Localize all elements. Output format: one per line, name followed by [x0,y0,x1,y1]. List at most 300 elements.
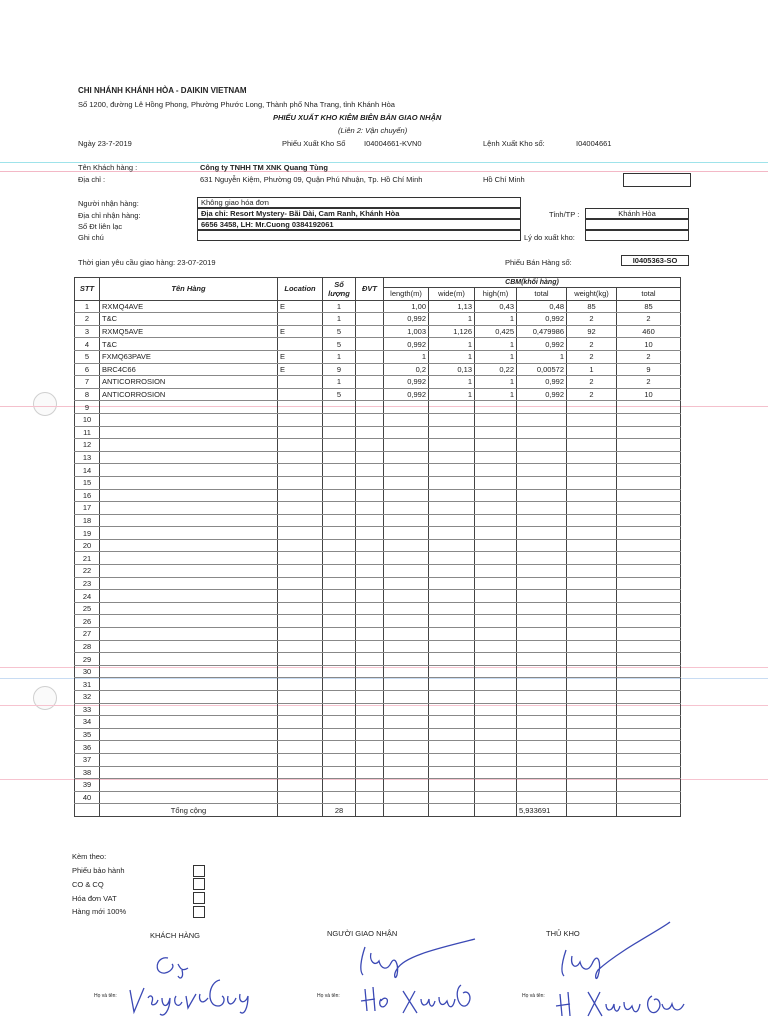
cell-qty: 1 [323,300,356,313]
cell-weight [567,439,617,452]
table-row [75,678,681,691]
cell-qty [323,527,356,540]
cell-weight [567,653,617,666]
cell-total-weight [617,628,681,641]
cell-qty [323,476,356,489]
cell-unit [356,753,384,766]
cell-unit [356,565,384,578]
deliverer-signature-title: NGƯỜI GIAO NHẬN [327,929,398,938]
cell-wide: 1 [429,376,475,389]
cell-stt: 1 [75,300,100,313]
cell-length: 1 [384,350,429,363]
col-header-stt: STT [75,278,100,301]
cell-name [100,502,278,515]
cell-total-weight [617,691,681,704]
name-label: Họ và tên: [94,993,117,999]
cell-high [475,602,517,615]
cell-qty [323,401,356,414]
cell-total: 0,992 [517,388,567,401]
table-row [75,539,681,552]
cell-qty [323,552,356,565]
cell-location [278,439,323,452]
table-row [75,388,681,401]
customer-province: Hồ Chí Minh [483,175,525,184]
cell-wide [429,716,475,729]
cell-name [100,552,278,565]
cell-name: RXMQ4AVE [100,300,278,313]
col-header-wide: wide(m) [429,288,475,301]
storekeeper-signature-title: THỦ KHO [546,929,580,938]
cell-qty [323,502,356,515]
cell-total-weight [617,577,681,590]
cell-wide [429,766,475,779]
cell-high [475,539,517,552]
table-row [75,451,681,464]
company-name: CHI NHÁNH KHÁNH HÒA - DAIKIN VIETNAM [78,86,247,95]
cell-weight: 2 [567,350,617,363]
cell-stt: 29 [75,653,100,666]
name-label: Họ và tên: [522,993,545,999]
cell-name [100,653,278,666]
cell-qty [323,791,356,804]
cell-name [100,615,278,628]
cell-unit [356,577,384,590]
cell-unit [356,426,384,439]
cell-total [517,716,567,729]
cell-total-weight [617,439,681,452]
cell-location [278,691,323,704]
cell-location [278,413,323,426]
cell-length [384,464,429,477]
cell-total [517,413,567,426]
receiver-province-value: Khánh Hòa [618,209,656,218]
cell-weight [567,615,617,628]
delivery-time: Thời gian yêu cầu giao hàng: 23-07-2019 [78,258,216,267]
col-header-name: Tên Hàng [100,278,278,301]
table-row [75,338,681,351]
blank-box [623,173,691,187]
cell-unit [356,628,384,641]
cell-stt: 7 [75,376,100,389]
cell-weight [567,590,617,603]
cell-stt: 39 [75,779,100,792]
cell-location: E [278,300,323,313]
table-row [75,502,681,515]
cell-length [384,565,429,578]
cell-weight [567,502,617,515]
cell-wide [429,753,475,766]
cell-location [278,527,323,540]
cell-length [384,753,429,766]
cell-location [278,464,323,477]
cell-weight: 2 [567,388,617,401]
cell-stt: 21 [75,552,100,565]
cell-wide [429,703,475,716]
cell-weight [567,640,617,653]
cell-unit [356,502,384,515]
customer-name: Công ty TNHH TM XNK Quang Tùng [200,163,328,172]
cell-high [475,502,517,515]
document-title: PHIẾU XUẤT KHO KIÊM BIÊN BẢN GIAO NHẬN [273,113,442,122]
cell-high [475,476,517,489]
cell-wide [429,476,475,489]
cell-total-weight [617,539,681,552]
cell-qty: 1 [323,313,356,326]
cell-unit [356,313,384,326]
cell-name: T&C [100,338,278,351]
cell-weight [567,804,617,817]
cell-stt: 34 [75,716,100,729]
cell-qty: 5 [323,338,356,351]
cell-weight: 92 [567,325,617,338]
cell-length [384,439,429,452]
cell-length [384,502,429,515]
cell-location [278,653,323,666]
cell-wide: 0,13 [429,363,475,376]
cell-total [517,552,567,565]
cell-length: 0,992 [384,376,429,389]
cell-name [100,602,278,615]
cell-location [278,791,323,804]
cell-total-weight [617,804,681,817]
storekeeper-signature [540,920,700,1020]
cell-length: 1,00 [384,300,429,313]
table-row [75,653,681,666]
cell-unit [356,552,384,565]
cell-name [100,489,278,502]
cell-high [475,514,517,527]
cell-unit [356,464,384,477]
cell-unit [356,539,384,552]
cell-unit [356,489,384,502]
table-row [75,779,681,792]
cell-weight [567,527,617,540]
receiver-label: Người nhận hàng: [78,199,139,208]
cell-location [278,577,323,590]
cell-total-weight [617,514,681,527]
vat-invoice-checkbox[interactable] [193,892,205,904]
cell-total [517,476,567,489]
cell-name [100,527,278,540]
cell-unit [356,590,384,603]
cell-length [384,804,429,817]
cell-stt: 27 [75,628,100,641]
cell-location [278,628,323,641]
cell-weight: 2 [567,313,617,326]
cell-unit [356,300,384,313]
table-row [75,527,681,540]
cell-length [384,766,429,779]
cell-qty [323,602,356,615]
cell-stt: 6 [75,363,100,376]
cell-location [278,565,323,578]
cell-total [517,401,567,414]
cell-wide: 1 [429,338,475,351]
cell-total-weight [617,653,681,666]
table-row [75,439,681,452]
customer-signature-title: KHÁCH HÀNG [150,931,201,940]
col-header-length: length(m) [384,288,429,301]
cell-total-weight [617,502,681,515]
cell-length [384,552,429,565]
cell-total [517,489,567,502]
cell-total [517,741,567,754]
cell-total [517,678,567,691]
cell-total-weight [617,678,681,691]
cell-total [517,439,567,452]
cell-stt: 22 [75,565,100,578]
cell-total [517,766,567,779]
cell-wide [429,804,475,817]
cell-name [100,716,278,729]
cell-total [517,602,567,615]
cell-high [475,527,517,540]
cell-weight [567,451,617,464]
cell-length [384,615,429,628]
cell-high [475,791,517,804]
cell-unit [356,703,384,716]
customer-address: 631 Nguyễn Kiệm, Phường 09, Quận Phú Nhuận, Tp. Hồ Chí Minh [200,175,423,184]
cell-high [475,753,517,766]
cell-total [517,502,567,515]
cell-total-weight: 460 [617,325,681,338]
reason-value [585,230,689,241]
cell-high [475,489,517,502]
cell-length: 0,992 [384,338,429,351]
cell-location [278,804,323,817]
cell-total-weight: 10 [617,388,681,401]
cell-location [278,502,323,515]
cell-total [517,464,567,477]
cell-length [384,628,429,641]
cell-qty [323,703,356,716]
cell-high: 1 [475,338,517,351]
cell-unit [356,804,384,817]
cell-total-weight: 2 [617,376,681,389]
cell-wide [429,728,475,741]
cell-name: FXMQ63PAVE [100,350,278,363]
cell-unit [356,476,384,489]
cell-qty: 5 [323,388,356,401]
cell-total [517,514,567,527]
cell-stt: 37 [75,753,100,766]
cell-qty [323,779,356,792]
col-header-qty: Số lượng [323,278,356,301]
cell-length [384,527,429,540]
cell-length [384,451,429,464]
cell-wide: 1,126 [429,325,475,338]
cell-stt: 25 [75,602,100,615]
cell-weight [567,691,617,704]
cell-high [475,628,517,641]
table-row [75,691,681,704]
cell-wide [429,615,475,628]
cell-total: 0,992 [517,313,567,326]
cell-stt: 30 [75,665,100,678]
warranty-checkbox[interactable] [193,865,205,877]
cell-name [100,791,278,804]
table-row [75,325,681,338]
cell-stt: 11 [75,426,100,439]
cell-weight [567,476,617,489]
cell-high [475,804,517,817]
cell-unit [356,325,384,338]
cell-total [517,653,567,666]
cell-total [517,753,567,766]
cell-wide [429,779,475,792]
cell-weight [567,565,617,578]
cell-name [100,464,278,477]
cell-stt: 10 [75,413,100,426]
cell-high [475,451,517,464]
cell-unit [356,350,384,363]
cell-location [278,388,323,401]
cell-location [278,539,323,552]
receiver-province [585,208,689,219]
co-cq-checkbox[interactable] [193,878,205,890]
cell-wide [429,678,475,691]
cell-qty [323,716,356,729]
cell-name [100,678,278,691]
cell-wide [429,552,475,565]
cell-unit [356,766,384,779]
table-row [75,300,681,313]
attachment-item: Hàng mới 100% [72,907,127,916]
cell-qty [323,590,356,603]
blank-box [585,219,689,230]
cell-qty [323,413,356,426]
cell-high [475,464,517,477]
cell-qty [323,753,356,766]
total-row [75,804,681,817]
cell-length [384,728,429,741]
cell-wide [429,451,475,464]
name-label: Họ và tên: [317,993,340,999]
cell-total-weight [617,602,681,615]
reason-label: Lý do xuất kho: [524,233,575,242]
cell-weight [567,716,617,729]
cell-high: 1 [475,350,517,363]
cell-stt: 17 [75,502,100,515]
cell-qty [323,728,356,741]
cell-weight [567,577,617,590]
cell-stt [75,804,100,817]
col-header-location: Location [278,278,323,301]
cell-total-weight: 10 [617,338,681,351]
phone-label: Số Đt liên lạc [78,222,123,231]
cell-unit [356,376,384,389]
cell-stt: 12 [75,439,100,452]
cell-wide [429,665,475,678]
cell-total-weight [617,665,681,678]
slip-number-label: Phiếu Xuất Kho Số [282,139,346,148]
cell-wide [429,691,475,704]
cell-name [100,565,278,578]
cell-location [278,514,323,527]
cell-high [475,678,517,691]
cell-stt: 36 [75,741,100,754]
cell-length: 0,992 [384,388,429,401]
cell-wide [429,527,475,540]
cell-high [475,565,517,578]
cell-unit [356,791,384,804]
cell-length [384,413,429,426]
col-header-high: high(m) [475,288,517,301]
cell-total [517,703,567,716]
cell-total-weight [617,464,681,477]
col-header-weight: weight(kg) [567,288,617,301]
cell-weight [567,602,617,615]
cell-stt: 26 [75,615,100,628]
cell-total-weight [617,401,681,414]
cell-total [517,728,567,741]
table-row [75,602,681,615]
cell-wide [429,590,475,603]
cell-name [100,703,278,716]
cell-stt: 2 [75,313,100,326]
slip-number: I04004661-KVN0 [364,139,422,148]
cell-total-weight [617,476,681,489]
cell-weight [567,728,617,741]
cell-length [384,640,429,653]
table-row [75,766,681,779]
cell-length [384,716,429,729]
cell-total [517,791,567,804]
cell-high: 1 [475,376,517,389]
cell-unit [356,514,384,527]
items-table [74,277,681,817]
cell-name [100,753,278,766]
cell-high [475,552,517,565]
cell-location [278,665,323,678]
cell-qty: 1 [323,350,356,363]
cell-length: 1,003 [384,325,429,338]
cell-total-weight [617,590,681,603]
cell-location: E [278,325,323,338]
new-goods-checkbox[interactable] [193,906,205,918]
cell-weight: 2 [567,376,617,389]
cell-qty [323,640,356,653]
attachments-title: Kèm theo: [72,852,107,861]
cell-unit [356,439,384,452]
cell-location [278,401,323,414]
table-row [75,741,681,754]
table-row [75,426,681,439]
deliverer-signature [335,935,485,1015]
col-header-unit: ĐVT [356,278,384,301]
cell-weight [567,766,617,779]
cell-weight [567,791,617,804]
cell-stt: 4 [75,338,100,351]
cell-length [384,476,429,489]
cell-high [475,640,517,653]
cell-weight: 85 [567,300,617,313]
cell-name [100,514,278,527]
cell-total-weight [617,615,681,628]
cell-stt: 35 [75,728,100,741]
cell-unit [356,527,384,540]
cell-location [278,590,323,603]
cell-location [278,489,323,502]
cell-weight [567,464,617,477]
table-row [75,577,681,590]
cell-total [517,577,567,590]
cell-stt: 14 [75,464,100,477]
cell-total [517,527,567,540]
cell-total-weight [617,527,681,540]
cell-length [384,779,429,792]
cell-name [100,439,278,452]
